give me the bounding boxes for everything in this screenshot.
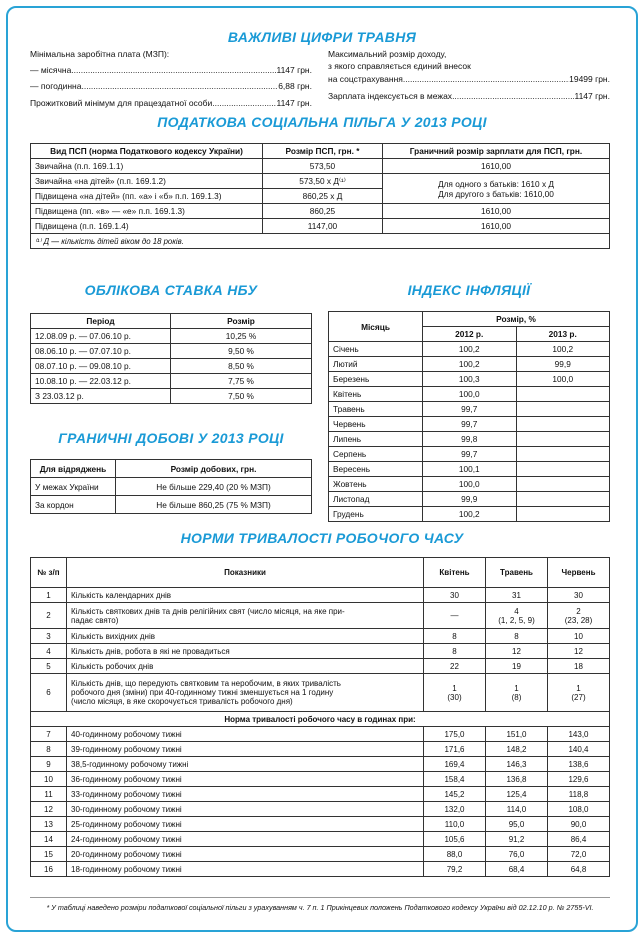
norm-jun: 129,6 [548, 772, 610, 787]
norm-week: 36-годинному робочому тижні [67, 772, 424, 787]
inflation-2012: 100,2 [423, 507, 517, 522]
nbu-period: 10.08.10 р. — 22.03.12 р. [31, 374, 171, 389]
nbu-rate: 7,75 % [171, 374, 312, 389]
footnote: * У таблиці наведено розміри податкової соціальної пільги з урахуванням ч. 7 п. 1 Прикінцевих положень Податкового кодексу України від 02.12.10 р. № 2755-VI. [46, 903, 594, 912]
table-row [31, 847, 610, 862]
norm-jun: 140,4 [548, 742, 610, 757]
work-header-jun: Червень [548, 558, 610, 588]
table-row [31, 817, 610, 832]
psp-note: Д — кількість дітей віком до 18 років. [43, 236, 184, 246]
table-row [31, 359, 312, 374]
table-row [329, 342, 610, 357]
inflation-month: Березень [329, 372, 423, 387]
table-row [31, 389, 312, 404]
table-row [329, 462, 610, 477]
inflation-2013: 99,9 [516, 357, 610, 372]
table-row [31, 757, 610, 772]
key-figures-right [328, 48, 610, 103]
table-row [31, 374, 312, 389]
table-row [31, 219, 610, 234]
psp-limit: 1610,00 [383, 159, 610, 174]
work-indicator: Кількість днів, робота в які не провадиться [67, 644, 424, 659]
table-row [31, 832, 610, 847]
inflation-2013 [516, 387, 610, 402]
work-apr: 22 [424, 659, 486, 674]
psp-type: Підвищена (п.п. 169.1.4) [31, 219, 263, 234]
norm-may: 125,4 [486, 787, 548, 802]
daily-header-trip: Для відряджень [31, 460, 116, 478]
inflation-2013: 100,0 [516, 372, 610, 387]
inflation-month: Листопад [329, 492, 423, 507]
inflation-2013 [516, 432, 610, 447]
inflation-header-row1 [329, 312, 610, 327]
key-figures-title: ВАЖЛИВІ ЦИФРИ ТРАВНЯ [227, 29, 417, 45]
inflation-month: Грудень [329, 507, 423, 522]
work-jun: 10 [548, 629, 610, 644]
table-row [31, 644, 610, 659]
nbu-period: 08.07.10 р. — 09.08.10 р. [31, 359, 171, 374]
work-row6-line3: (число місяця, в яке скорочується тривалість робочого дня) [71, 697, 293, 706]
psp-header-limit: Граничний розмір зарплати для ПСП, грн. [383, 144, 610, 159]
psp-size: 860,25 х Д [263, 189, 383, 204]
work-time-header-row [31, 558, 610, 588]
hourly-wage-value: 6,88 грн. [278, 81, 312, 91]
inflation-header-month: Місяць [329, 312, 423, 342]
inflation-2012: 100,0 [423, 477, 517, 492]
daily-table [30, 459, 312, 514]
work-num: 4 [31, 644, 67, 659]
nbu-rate: 10,25 % [171, 329, 312, 344]
work-time-table [30, 557, 610, 877]
norm-may: 151,0 [486, 727, 548, 742]
work-may: 12 [486, 644, 548, 659]
norm-may: 146,3 [486, 757, 548, 772]
psp-note-row [31, 234, 610, 249]
norm-jun: 90,0 [548, 817, 610, 832]
nbu-title: ОБЛІКОВА СТАВКА НБУ [84, 282, 258, 298]
subsistence-row [30, 97, 312, 110]
max-income-line1: Максимальний розмір доходу, [328, 49, 447, 59]
daily-size: Не більше 860,25 (75 % МЗП) [116, 496, 312, 514]
table-row [31, 787, 610, 802]
inflation-2012: 100,1 [423, 462, 517, 477]
table-row [31, 629, 610, 644]
max-income-line2: з якого справляється єдиний внесок [328, 61, 471, 71]
work-row2-jun-1: 2 [576, 606, 581, 616]
psp-header-type: Вид ПСП (норма Податкового кодексу України) [31, 144, 263, 159]
table-row [329, 477, 610, 492]
table-row [329, 417, 610, 432]
work-apr: — [424, 603, 486, 629]
max-income-line1-row [328, 48, 610, 61]
inflation-month: Липень [329, 432, 423, 447]
monthly-wage-row [30, 64, 312, 77]
norm-apr: 132,0 [424, 802, 486, 817]
norm-jun: 138,6 [548, 757, 610, 772]
nbu-period: 08.06.10 р. — 07.07.10 р. [31, 344, 171, 359]
work-row2-jun-2: (23, 28) [564, 615, 593, 625]
norm-header: Норма тривалості робочого часу в годинах при: [31, 712, 610, 727]
inflation-2012: 99,7 [423, 417, 517, 432]
inflation-2012: 99,7 [423, 402, 517, 417]
work-apr [424, 674, 486, 712]
inflation-2012: 100,2 [423, 342, 517, 357]
norm-may: 91,2 [486, 832, 548, 847]
table-row [31, 329, 312, 344]
psp-note-cell [31, 234, 610, 249]
norm-week: 38,5-годинному робочому тижні [67, 757, 424, 772]
psp-header-row [31, 144, 610, 159]
work-indicator [67, 674, 424, 712]
daily-header-size: Розмір добових, грн. [116, 460, 312, 478]
table-row [329, 447, 610, 462]
subsistence-value: 1147 грн. [276, 98, 312, 108]
psp-merged-line2: Для другого з батьків: 1610,00 [438, 188, 554, 199]
inflation-month: Січень [329, 342, 423, 357]
table-row [329, 372, 610, 387]
norm-num: 14 [31, 832, 67, 847]
work-may: 31 [486, 588, 548, 603]
norm-num: 7 [31, 727, 67, 742]
norm-apr: 171,6 [424, 742, 486, 757]
table-row [31, 174, 610, 189]
norm-may: 95,0 [486, 817, 548, 832]
max-income-value: 19499 грн. [569, 74, 610, 84]
work-row6-may-1: 1 [514, 683, 519, 693]
psp-size: 573,50 [263, 159, 383, 174]
daily-trip: У межах України [31, 478, 116, 496]
work-row6-line2: робочого дня (зміни) при 40-годинному тижні зменшується на 1 годину [71, 688, 334, 697]
table-row [31, 727, 610, 742]
inflation-2012: 99,7 [423, 447, 517, 462]
norm-week: 20-годинному робочому тижні [67, 847, 424, 862]
inflation-title: ІНДЕКС ІНФЛЯЦІЇ [407, 282, 531, 298]
min-wage-label: Мінімальна заробітна плата (МЗП): [30, 49, 170, 59]
work-header-apr: Квітень [424, 558, 486, 588]
work-num: 1 [31, 588, 67, 603]
work-indicator: Кількість календарних днів [67, 588, 424, 603]
inflation-2012: 99,8 [423, 432, 517, 447]
work-row6-apr-1: 1 [452, 683, 457, 693]
work-row6-jun-2: (27) [571, 692, 586, 702]
inflation-2013 [516, 417, 610, 432]
norm-jun: 118,8 [548, 787, 610, 802]
norm-week: 25-годинному робочому тижні [67, 817, 424, 832]
inflation-month: Лютий [329, 357, 423, 372]
table-row [31, 204, 610, 219]
inflation-month: Серпень [329, 447, 423, 462]
table-row [31, 478, 312, 496]
norm-num: 8 [31, 742, 67, 757]
work-num: 5 [31, 659, 67, 674]
norm-week: 39-годинному робочому тижні [67, 742, 424, 757]
subsistence-label: Прожитковий мінімум для працездатної особи [30, 98, 213, 108]
work-may: 19 [486, 659, 548, 674]
psp-type: Підвищена «на дітей» (пп. «а» і «б» п.п. 169.1.3) [31, 189, 263, 204]
work-jun [548, 674, 610, 712]
inflation-2012: 100,3 [423, 372, 517, 387]
work-indicator: Кількість вихідних днів [67, 629, 424, 644]
nbu-header-row [31, 314, 312, 329]
norm-week: 33-годинному робочому тижні [67, 787, 424, 802]
inflation-2012: 100,0 [423, 387, 517, 402]
work-row6-line1: Кількість днів, що передують святковим та неробочим, в яких тривалість [71, 679, 341, 688]
norm-apr: 79,2 [424, 862, 486, 877]
footer-divider [30, 897, 610, 898]
work-header-num: № з/п [31, 558, 67, 588]
daily-trip: За кордон [31, 496, 116, 514]
norm-may: 136,8 [486, 772, 548, 787]
table-row [31, 742, 610, 757]
norm-apr: 175,0 [424, 727, 486, 742]
psp-type: Підвищена (пп. «в» — «е» п.п. 169.1.3) [31, 204, 263, 219]
psp-limit: 1610,00 [383, 204, 610, 219]
work-indicator [67, 603, 424, 629]
max-income-row [328, 73, 610, 86]
inflation-month: Жовтень [329, 477, 423, 492]
inflation-header-2012: 2012 р. [423, 327, 517, 342]
work-row2-may-2: (1, 2, 5, 9) [498, 615, 535, 625]
norm-may: 68,4 [486, 862, 548, 877]
psp-limit-merged [383, 174, 610, 204]
inflation-month: Квітень [329, 387, 423, 402]
norm-apr: 110,0 [424, 817, 486, 832]
nbu-period: З 23.03.12 р. [31, 389, 171, 404]
psp-type: Звичайна «на дітей» (п.п. 169.1.2) [31, 174, 263, 189]
norm-jun: 108,0 [548, 802, 610, 817]
inflation-2013 [516, 507, 610, 522]
work-header-indicator: Показники [67, 558, 424, 588]
inflation-2012: 99,9 [423, 492, 517, 507]
nbu-rate: 9,50 % [171, 344, 312, 359]
psp-merged-line1: Для одного з батьків: 1610 х Д [437, 178, 555, 189]
nbu-rate: 8,50 % [171, 359, 312, 374]
monthly-wage-label: — місячна [30, 65, 72, 75]
table-row [31, 344, 312, 359]
inflation-month: Червень [329, 417, 423, 432]
psp-size: 860,25 [263, 204, 383, 219]
norm-num: 10 [31, 772, 67, 787]
inflation-2013 [516, 492, 610, 507]
inflation-2013 [516, 477, 610, 492]
inflation-table [328, 311, 610, 522]
psp-type: Звичайна (п.п. 169.1.1) [31, 159, 263, 174]
norm-num: 13 [31, 817, 67, 832]
table-row [329, 432, 610, 447]
table-row [329, 387, 610, 402]
norm-jun: 64,8 [548, 862, 610, 877]
hourly-wage-row [30, 80, 312, 93]
table-row [31, 603, 610, 629]
max-income-line2-row [328, 61, 610, 71]
daily-header-row [31, 460, 312, 478]
table-row [31, 659, 610, 674]
nbu-header-size: Розмір [171, 314, 312, 329]
table-row [31, 862, 610, 877]
work-jun: 12 [548, 644, 610, 659]
inflation-month: Травень [329, 402, 423, 417]
inflation-header-size: Розмір, % [423, 312, 610, 327]
work-apr: 30 [424, 588, 486, 603]
table-row [329, 357, 610, 372]
table-row [31, 674, 610, 712]
work-jun: 30 [548, 588, 610, 603]
work-row2-may-1: 4 [514, 606, 519, 616]
table-row [329, 402, 610, 417]
work-row2-line2: падає свято) [71, 615, 119, 625]
table-row [329, 507, 610, 522]
inflation-2013: 100,2 [516, 342, 610, 357]
work-may [486, 674, 548, 712]
work-row6-jun-1: 1 [576, 683, 581, 693]
table-row [31, 159, 610, 174]
table-row [329, 492, 610, 507]
work-jun: 18 [548, 659, 610, 674]
psp-header-size: Розмір ПСП, грн. * [263, 144, 383, 159]
work-apr: 8 [424, 644, 486, 659]
work-row6-apr-2: (30) [447, 692, 462, 702]
monthly-wage-value: 1147 грн. [276, 65, 312, 75]
norm-num: 12 [31, 802, 67, 817]
norm-may: 114,0 [486, 802, 548, 817]
work-num: 2 [31, 603, 67, 629]
work-jun [548, 603, 610, 629]
daily-title: ГРАНИЧНІ ДОБОВІ У 2013 РОЦІ [58, 430, 284, 446]
norm-week: 40-годинному робочому тижні [67, 727, 424, 742]
work-may [486, 603, 548, 629]
psp-size: 1147,00 [263, 219, 383, 234]
work-apr: 8 [424, 629, 486, 644]
work-row2-line1: Кількість святкових днів та днів релігійних свят (число місяця, на яке при- [71, 606, 345, 616]
norm-num: 15 [31, 847, 67, 862]
inflation-2013 [516, 447, 610, 462]
table-row [31, 802, 610, 817]
min-wage-label-row [30, 48, 312, 61]
inflation-2013 [516, 462, 610, 477]
norm-header-row [31, 712, 610, 727]
norm-apr: 88,0 [424, 847, 486, 862]
nbu-rate: 7,50 % [171, 389, 312, 404]
work-may: 8 [486, 629, 548, 644]
norm-apr: 145,2 [424, 787, 486, 802]
psp-limit: 1610,00 [383, 219, 610, 234]
norm-may: 76,0 [486, 847, 548, 862]
table-row [31, 772, 610, 787]
norm-num: 16 [31, 862, 67, 877]
indexation-value: 1147 грн. [574, 91, 610, 101]
key-figures-left [30, 48, 312, 110]
daily-size: Не більше 229,40 (20 % МЗП) [116, 478, 312, 496]
psp-note-mark: ⁽¹⁾ [35, 236, 42, 246]
hourly-wage-label: — погодинна [30, 81, 82, 91]
norm-week: 30-годинному робочому тижні [67, 802, 424, 817]
norm-apr: 169,4 [424, 757, 486, 772]
work-indicator: Кількість робочих днів [67, 659, 424, 674]
nbu-header-period: Період [31, 314, 171, 329]
psp-title: ПОДАТКОВА СОЦІАЛЬНА ПІЛЬГА У 2013 РОЦІ [157, 114, 487, 130]
nbu-table [30, 313, 312, 404]
max-income-line3: на соцстрахування [328, 74, 403, 84]
inflation-2013 [516, 402, 610, 417]
work-row6-may-2: (8) [511, 692, 522, 702]
norm-jun: 86,4 [548, 832, 610, 847]
norm-apr: 158,4 [424, 772, 486, 787]
norm-jun: 72,0 [548, 847, 610, 862]
indexation-label: Зарплата індексується в межах [328, 91, 453, 101]
work-header-may: Травень [486, 558, 548, 588]
psp-size: 573,50 х Д⁽¹⁾ [263, 174, 383, 189]
work-num: 3 [31, 629, 67, 644]
nbu-period: 12.08.09 р. — 07.06.10 р. [31, 329, 171, 344]
norm-may: 148,2 [486, 742, 548, 757]
norm-apr: 105,6 [424, 832, 486, 847]
inflation-month: Вересень [329, 462, 423, 477]
norm-week: 18-годинному робочому тижні [67, 862, 424, 877]
table-row [31, 588, 610, 603]
norm-num: 9 [31, 757, 67, 772]
norm-num: 11 [31, 787, 67, 802]
work-time-title: НОРМИ ТРИВАЛОСТІ РОБОЧОГО ЧАСУ [180, 530, 464, 546]
psp-table [30, 143, 610, 249]
norm-week: 24-годинному робочому тижні [67, 832, 424, 847]
table-row [31, 496, 312, 514]
indexation-row [328, 90, 610, 103]
norm-jun: 143,0 [548, 727, 610, 742]
work-num: 6 [31, 674, 67, 712]
inflation-header-2013: 2013 р. [516, 327, 610, 342]
inflation-2012: 100,2 [423, 357, 517, 372]
